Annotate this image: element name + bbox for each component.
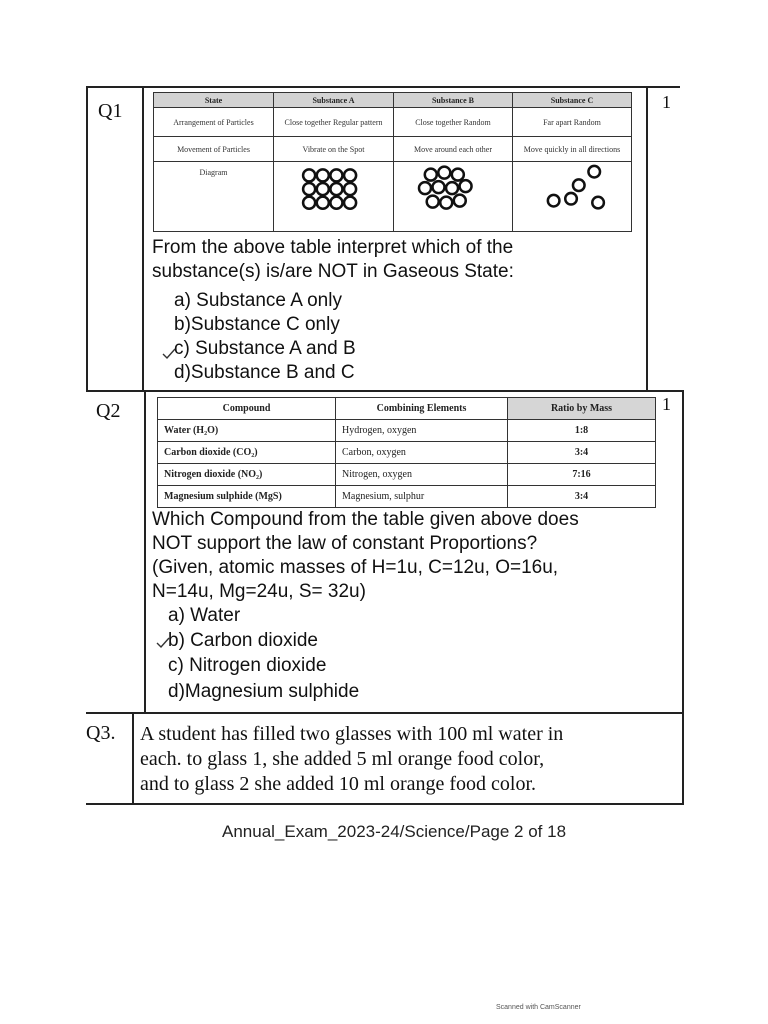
compounds-table (157, 397, 656, 508)
table-row (158, 464, 656, 486)
divider-q1-q2 (86, 390, 684, 392)
table-cell: Close together Random (394, 108, 513, 137)
table-header-cell: Compound (158, 398, 336, 420)
table-cell: Move quickly in all directions (513, 137, 632, 162)
stem-line: (Given, atomic masses of H=1u, C=12u, O=16u, (152, 557, 559, 578)
divider-q2-q3 (86, 712, 684, 714)
table-cell: Movement of Particles (154, 137, 274, 162)
table-row (158, 420, 656, 442)
stem-line: A student has filled two glasses with 100 ml water in (140, 723, 564, 745)
table-row (158, 486, 656, 508)
question-number: Q1 (98, 100, 123, 122)
option-d: d)Magnesium sulphide (168, 681, 360, 702)
tick-mark-icon (162, 348, 176, 360)
question-column-line-q2 (144, 390, 146, 712)
question-marks: 1 (662, 394, 671, 414)
stem-line: Which Compound from the table given above does (152, 509, 579, 530)
table-cell: Arrangement of Particles (154, 108, 274, 137)
question-number: Q2 (96, 400, 121, 422)
table-cell: Water (H₂O) (158, 420, 336, 442)
table-row (158, 442, 656, 464)
scanner-watermark: Scanned with CamScanner (496, 1004, 581, 1011)
stem-line: NOT support the law of constant Proportions? (152, 533, 538, 554)
marks-column-line (646, 86, 648, 390)
table-cell: Vibrate on the Spot (274, 137, 394, 162)
states-of-matter-table (153, 92, 632, 232)
table-cell: 7:16 (508, 464, 656, 486)
stem-line: each. to glass 1, she added 5 ml orange food color, (140, 748, 545, 770)
table-header-cell: State (154, 93, 274, 108)
question-stem (152, 508, 672, 604)
stem-line: substance(s) is/are NOT in Gaseous State: (152, 261, 514, 282)
liquid-particle-diagram (394, 162, 513, 232)
page-footer: Annual_Exam_2023-24/Science/Page 2 of 18 (222, 822, 567, 841)
table-cell: Nitrogen, oxygen (336, 464, 508, 486)
gas-particle-diagram (513, 162, 632, 232)
table-cell: Far apart Random (513, 108, 632, 137)
question-stem (140, 722, 680, 797)
option-a: a) Substance A only (174, 290, 342, 311)
stem-line: N=14u, Mg=24u, S= 32u) (152, 581, 366, 602)
table-cell: 1:8 (508, 420, 656, 442)
table-row (154, 108, 632, 137)
table-cell: Magnesium sulphide (MgS) (158, 486, 336, 508)
frame-right-line-q2 (682, 390, 684, 804)
table-header-cell: Substance B (394, 93, 513, 108)
table-cell: Hydrogen, oxygen (336, 420, 508, 442)
solid-particle-diagram (274, 162, 394, 232)
option-c: c) Substance A and B (174, 338, 356, 359)
table-cell: 3:4 (508, 486, 656, 508)
option-b: b) Carbon dioxide (168, 630, 318, 651)
table-cell: Move around each other (394, 137, 513, 162)
table-cell: Magnesium, sulphur (336, 486, 508, 508)
question-column-line-q3 (132, 712, 134, 804)
frame-left-line (86, 86, 88, 390)
table-header-cell: Combining Elements (336, 398, 508, 420)
option-b: b)Substance C only (174, 314, 340, 335)
option-d: d)Substance B and C (174, 362, 355, 383)
table-row (154, 137, 632, 162)
table-cell: Carbon, oxygen (336, 442, 508, 464)
option-c: c) Nitrogen dioxide (168, 655, 327, 676)
question-column-line-q1 (142, 86, 144, 390)
table-cell: 3:4 (508, 442, 656, 464)
question-stem (152, 236, 632, 284)
table-header-cell: Ratio by Mass (508, 398, 656, 420)
table-cell: Carbon dioxide (CO₂) (158, 442, 336, 464)
table-header-cell: Substance A (274, 93, 394, 108)
table-cell: Nitrogen dioxide (NO₂) (158, 464, 336, 486)
question-number: Q3. (86, 722, 116, 744)
question-marks: 1 (662, 92, 671, 112)
table-row (154, 162, 632, 232)
table-header-cell: Substance C (513, 93, 632, 108)
table-cell: Close together Regular pattern (274, 108, 394, 137)
frame-bottom-line (86, 803, 684, 805)
frame-top-line (86, 86, 680, 88)
stem-line: From the above table interpret which of the (152, 237, 514, 258)
tick-mark-icon (156, 637, 170, 649)
option-a: a) Water (168, 605, 241, 626)
stem-line: and to glass 2 she added 10 ml orange food color. (140, 773, 537, 795)
table-cell: Diagram (154, 162, 274, 232)
